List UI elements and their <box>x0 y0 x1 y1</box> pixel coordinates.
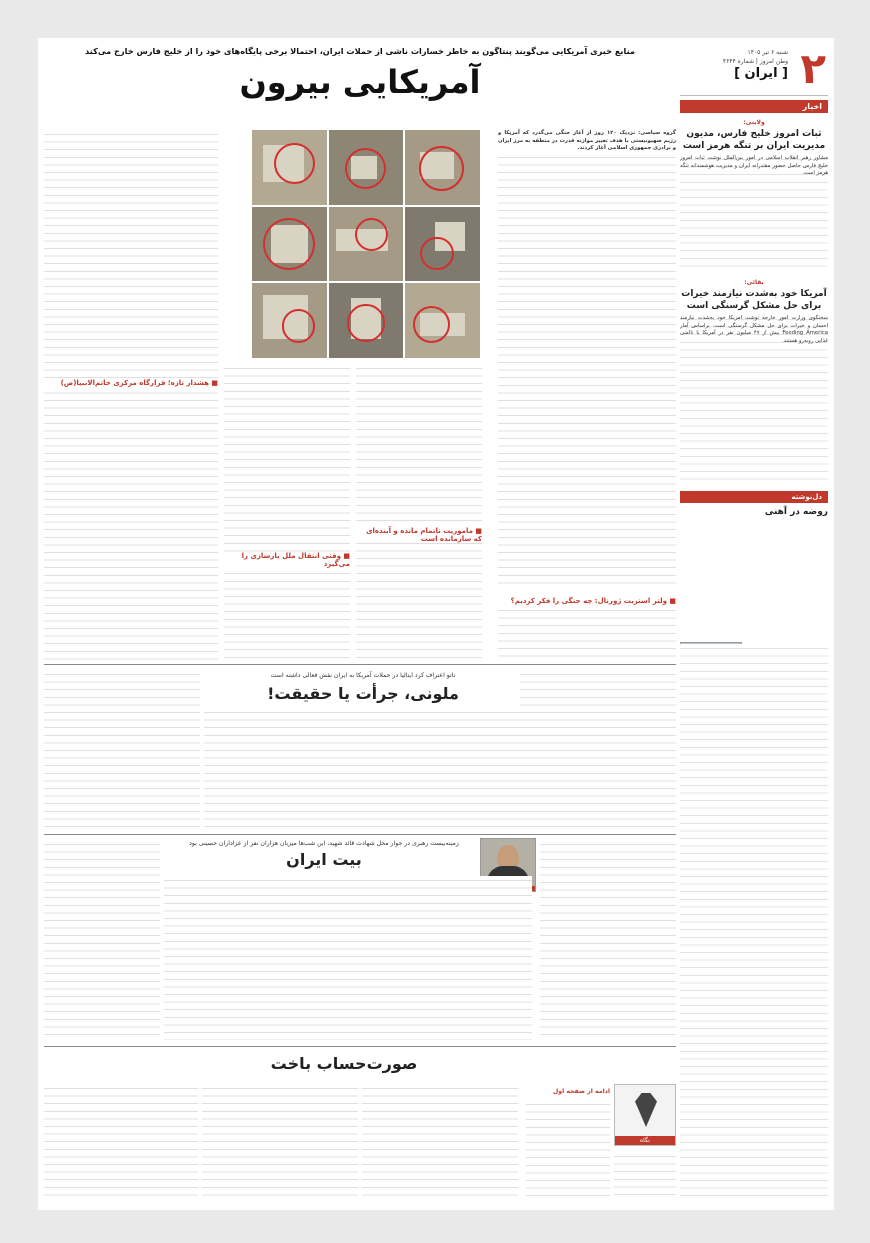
lead-supertitle: منابع خبری آمریکایی می‌گویند پنتاگون به خاطر خسارات ناشی از حملات ایران، احتمالا برخی پایگاه‌های خود را از خلیج فارس خارج می‌کند <box>85 46 635 56</box>
lead-body-col2 <box>356 364 482 660</box>
column-title: روضه در آهنی <box>764 507 828 517</box>
story2-headline: آمریکا خود به‌شدت نیازمند خیرات برای حل مشکل گرسنگی است <box>681 289 827 311</box>
masthead <box>680 44 828 96</box>
story1-headline: ثبات امروز خلیج فارس، مدیون مدیریت ایران بر تنگه هرمز است <box>682 129 826 151</box>
satellite-photo-grid <box>252 130 480 358</box>
satellite-photo <box>252 130 327 205</box>
lead-label: گروه سیاسی: <box>638 130 676 136</box>
section4-title: صورت‌حساب باخت <box>270 1054 418 1073</box>
satellite-photo <box>252 283 327 358</box>
section2-kicker: ناتو اعتراف کرد ایتالیا در حملات آمریکا به ایران نقش فعالی داشته است <box>270 672 456 679</box>
main-area <box>44 44 676 1204</box>
section3-body-mid <box>164 876 532 1040</box>
section4-badge: نگاه <box>615 1136 675 1145</box>
page-number: ۲ <box>800 44 826 93</box>
section2-body-right <box>520 670 676 830</box>
section-divider <box>44 1046 676 1047</box>
section4-body-b <box>362 1084 518 1200</box>
section-name: [ ایران ] <box>734 66 788 81</box>
column-body <box>680 644 828 1199</box>
story1-kicker: ولایتی: <box>743 119 765 126</box>
satellite-photo <box>329 283 404 358</box>
newspaper-page <box>38 38 834 1210</box>
lead-body-col4 <box>44 130 218 660</box>
section-divider <box>44 834 676 835</box>
date-line: شنبه ۶ تیر ۱۴۰۵ <box>747 49 788 56</box>
section2-title: ملونی، جرأت یا حقیقت! <box>267 684 459 703</box>
story2-kicker: بقائی: <box>744 279 764 286</box>
section3-body-right <box>540 840 676 1040</box>
satellite-photo <box>329 130 404 205</box>
section3-kicker: زمینه‌بیست رهبری در جوار محل شهادت قائد شهید، این شب‌ها میزبان هزاران نفر از عزاداران حسینی بود <box>189 840 459 847</box>
lead-subhead1: ■ ولتر استریت ژورنال: چه جنگی را فکر کردیم؟ <box>510 597 676 605</box>
section-divider <box>44 664 676 665</box>
section3-title: بیت ایران <box>286 850 362 869</box>
column-label: دل‌نوشته <box>680 491 828 503</box>
lead-subhead4: ■ وقتی انتقال ملل بازسازی را می‌گیرد <box>224 552 350 568</box>
lead-subhead2: ■ ماموریت ناتمام‌ مانده و آینده‌ای که سازمانده است <box>356 527 482 543</box>
section4-body-c <box>202 1084 358 1200</box>
section2-body-mid <box>204 708 522 830</box>
lead-subhead3: ■ هشدار تازه؛ قرارگاه مرکزی خاتم‌الانبیا(ص) <box>44 379 218 387</box>
satellite-photo <box>252 207 327 282</box>
section4-body-d <box>44 1084 198 1200</box>
satellite-photo <box>405 207 480 282</box>
pen-nib-icon <box>614 1084 676 1146</box>
masthead-info <box>722 48 788 81</box>
lead-body-col3 <box>224 364 350 660</box>
news-label: اخبار <box>680 100 828 113</box>
story1-body-text: مشاور رهبر انقلاب اسلامی در امور بین‌الملل نوشت ثبات امروز خلیج فارس حاصل حضور مقتدرانه ایران و مدیریت هوشمندانه تنگه هرمز است. <box>680 155 828 177</box>
section4-kicker: ادامه از صفحه اول <box>552 1088 610 1095</box>
lead-title: آمریکایی بیرون <box>239 63 481 101</box>
story1-body <box>680 155 828 273</box>
sidebar-column <box>680 44 828 1204</box>
story2-body <box>680 315 828 483</box>
lead-intro <box>498 130 676 153</box>
section2-body-left <box>44 670 200 830</box>
issue-line: وطن امروز | شماره ۴۶۴۴ <box>722 58 788 65</box>
lead-body-col1b <box>498 606 676 660</box>
satellite-photo <box>405 130 480 205</box>
satellite-photo <box>329 207 404 282</box>
pen-shape <box>635 1093 657 1127</box>
section4-body-a2 <box>614 1152 676 1200</box>
story2-body-text: سخنگوی وزارت امور خارجه نوشت آمریکا خود به‌شدت نیازمند احسان و خیرات برای حل مشکل گرسنگی است. براساس آمار Feeding America بیش از ۴۷ میلیون نفر در آمریکا با ناامنی غذایی روبه‌رو هستند. <box>680 315 828 344</box>
lead-text: نزدیک ۱۲۰ روز از آغاز جنگی می‌گذرد که آمریکا و رژیم صهیونیستی با هدف تغییر موازنه قدرت در منطقه به مرز ایران و برادری جمهوری اسلامی آغاز کردند. <box>498 130 676 152</box>
section4-body-a <box>526 1100 610 1200</box>
section3-body-left <box>44 840 160 1040</box>
lead-body-col1 <box>498 130 676 590</box>
satellite-photo <box>405 283 480 358</box>
